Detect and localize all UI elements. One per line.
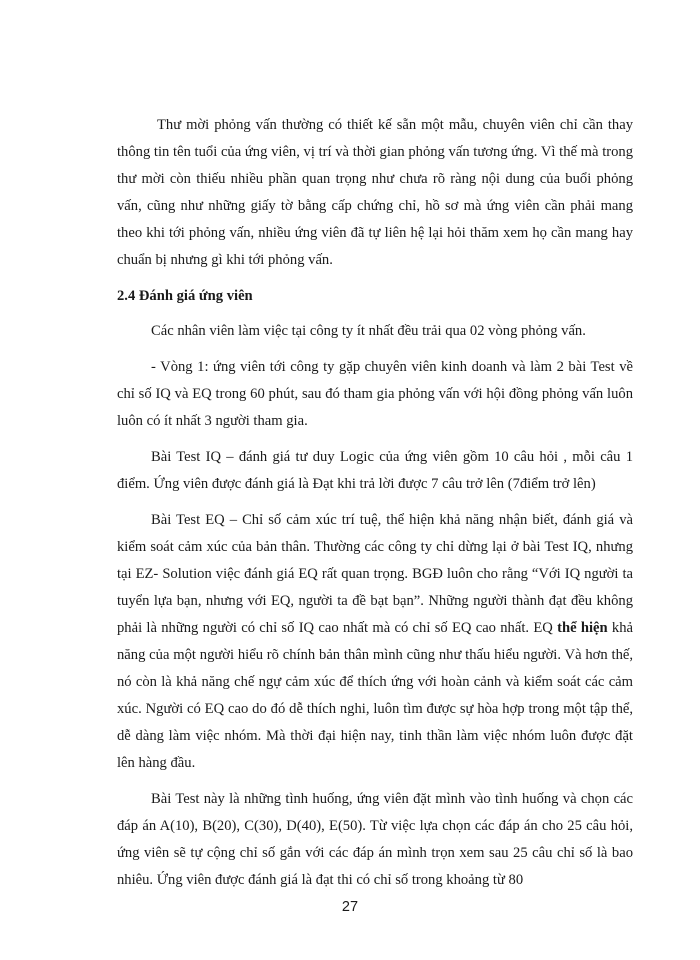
paragraph-invitation: Thư mời phỏng vấn thường có thiết kế sẵn một mẫu, chuyên viên chỉ cần thay thông tin tên tuổi của ứng viên, vị trí và thời gian phỏng vấn tương ứng. Vì thế mà trong thư mời còn thiếu nhiều phần quan trọng như chưa rõ ràng nội dung của buổi phỏng vấn, cũng như những giấy tờ bằng cấp chứng chỉ, hồ sơ mà ứng viên cần phải mang theo khi tới phỏng vấn, nhiều ứng viên đã tự liên hệ lại hỏi thăm xem họ cần mang hay chuẩn bị nhưng gì khi tới phỏng vấn. [117,117,633,268]
eq-text-end: khả năng của một người hiểu rõ chính bản thân mình cũng như thấu hiểu người. Và hơn thế, nó còn là khả năng chế ngự cảm xúc để thích ứng với hoàn cảnh và kiểm soát các cảm xúc. Người có EQ cao do đó dễ thích nghi, luôn tìm được sự hòa hợp trong một tập thể, dễ dàng làm việc nhóm. Mà thời đại hiện nay, tinh thần làm việc nhóm luôn được đặt lên hàng đầu. [117,620,633,771]
paragraph-test-scoring: Bài Test này là những tình huống, ứng viên đặt mình vào tình huống và chọn các đáp án A(10), B(20), C(30), D(40), E(50). Từ việc lựa chọn các đáp án cho 25 câu hỏi, ứng viên sẽ tự cộng chỉ số gắn với các đáp án mình trọn xem sau 25 câu chỉ số là bao nhiêu. Ứng viên được đánh giá là đạt thi có chỉ số trong khoảng từ 80 [117,791,633,888]
eq-text-start: Bài Test EQ – Chỉ số cảm xúc trí tuệ, thể hiện khả năng nhận biết, đánh giá và kiểm soát cảm xúc của bản thân. Thường các công ty chỉ dừng lại ở bài Test IQ, nhưng tại EZ- Solution việc đánh giá EQ rất quan trọng. BGĐ luôn cho rằng “Với IQ người ta tuyển lựa bạn, nhưng với EQ, người ta đề bạt bạn”. Những người thành đạt đều không phải là những người có chỉ số IQ cao nhất mà có chỉ số EQ cao nhất. EQ [117,512,633,636]
eq-text-bold: thể hiện [557,620,608,636]
paragraph-round-one: - Vòng 1: ứng viên tới công ty gặp chuyên viên kinh doanh và làm 2 bài Test về chỉ số IQ và EQ trong 60 phút, sau đó tham gia phỏng vấn với hội đồng phỏng vấn luôn luôn có ít nhất 3 người tham gia. [117,359,633,429]
paragraph-eq-test [117,507,633,777]
paragraph-interview-rounds: Các nhân viên làm việc tại công ty ít nhất đều trải qua 02 vòng phỏng vấn. [151,323,586,339]
paragraph-iq-test: Bài Test IQ – đánh giá tư duy Logic của ứng viên gồm 10 câu hỏi , mỗi câu 1 điểm. Ứng viên được đánh giá là Đạt khi trả lời được 7 câu trở lên (7điểm trở lên) [117,449,633,492]
page-number: 27 [341,899,359,915]
section-heading: 2.4 Đánh giá ứng viên [117,288,253,304]
document-body [117,112,633,903]
